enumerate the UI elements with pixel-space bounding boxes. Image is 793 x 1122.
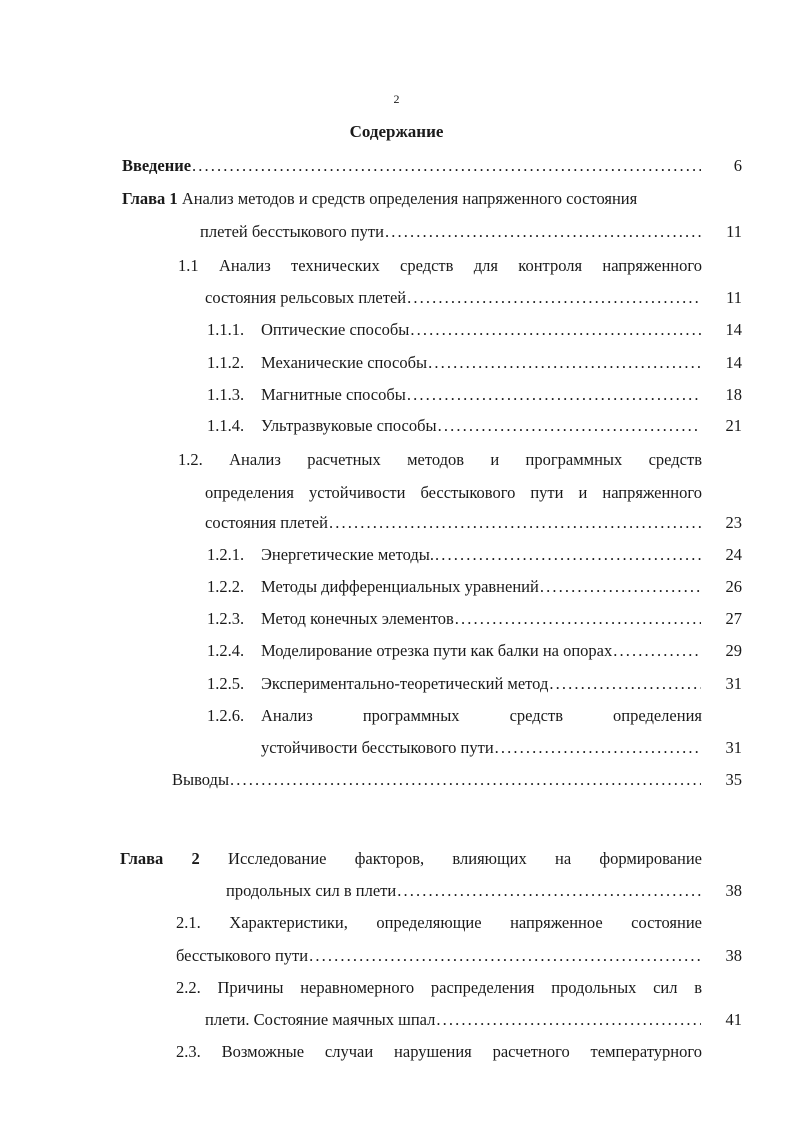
toc-title: Содержание [349,122,444,141]
s1-2-num: 1.2. [178,450,203,469]
toc-entry-s1-2[interactable] [178,450,702,470]
toc-s1-1-2-page: 14 [725,353,742,372]
ch2-title-line2: продольных сил в плети [226,881,397,900]
toc-entry-s1-1-cont [205,288,702,308]
toc-ch1-page: 11 [726,222,742,241]
ch2-prefix: Глава 2 [120,849,200,868]
toc-entry-s1-2-5[interactable] [207,674,702,694]
toc-entry-conclusions[interactable] [172,770,702,790]
toc-s1-2-page: 23 [725,513,742,532]
s1-2-5-label: Экспериментально-теоретический метод [261,674,549,693]
s1-1-4-label: Ультразвуковые способы [261,416,437,435]
s1-2-line2: определения устойчивости бесстыкового пути и напряженного [205,483,702,502]
toc-s1-1-page: 11 [726,288,742,307]
s1-2-6-num: 1.2.6. [207,706,245,725]
s2-3-num: 2.3. [176,1042,201,1061]
toc-s1-2-3-page: 27 [725,609,742,628]
toc-entry-intro[interactable] [122,156,702,176]
s2-1-line2: бесстыкового пути [176,946,309,965]
leader-dots [495,738,701,758]
s1-2-4-label: Моделирование отрезка пути как балки на опорах [261,641,613,660]
s1-2-5-num: 1.2.5. [207,674,245,693]
leader-dots [549,674,701,694]
toc-s2-1-page: 38 [725,946,742,965]
leader-dots [428,353,701,373]
toc-s1-1-3-page: 18 [725,385,742,404]
s1-2-1-num: 1.2.1. [207,545,245,564]
leader-dots [407,288,701,308]
s1-1-1-label: Оптические способы [261,320,410,339]
s2-2-line1: Причины неравномерного распределения продольных сил в [217,978,702,997]
leader-dots [540,577,701,597]
toc-entry-s1-2-1[interactable] [207,545,702,565]
toc-entry-s1-2-3[interactable] [207,609,702,629]
toc-s1-1-1-page: 14 [725,320,742,339]
s1-1-line2: состояния рельсовых плетей [205,288,407,307]
s1-1-line1: Анализ технических средств для контроля напряженного [218,256,702,275]
s1-2-line1: Анализ расчетных методов и программных средств [229,450,702,469]
leader-dots [407,385,701,405]
toc-intro-page: 6 [733,156,742,175]
ch1-prefix: Глава 1 [122,189,178,208]
toc-conclusions-page: 35 [725,770,742,789]
s1-1-3-label: Магнитные способы [261,385,406,404]
toc-entry-s1-2-2[interactable] [207,577,702,597]
toc-intro-label: Введение [122,156,192,175]
s2-2-num: 2.2. [176,978,201,997]
leader-dots [435,545,701,565]
s1-2-4-num: 1.2.4. [207,641,245,660]
toc-entry-ch1[interactable] [122,189,702,209]
toc-entry-s1-1-4[interactable] [207,416,702,436]
s1-2-2-num: 1.2.2. [207,577,245,596]
toc-entry-s2-1-cont [176,946,702,966]
leader-dots [397,881,701,901]
toc-entry-s1-2-cont1 [205,483,702,503]
toc-s1-1-4-page: 21 [725,416,742,435]
toc-entry-s1-2-6[interactable] [261,706,702,726]
ch1-title-line1: Анализ методов и средств определения напряженного состояния [181,189,638,208]
toc-entry-s1-2-4[interactable] [207,641,702,661]
toc-entry-s1-1-1[interactable] [207,320,702,340]
toc-entry-ch2[interactable] [120,849,702,869]
leader-dots [455,609,701,629]
s1-1-num: 1.1 [178,256,199,275]
toc-entry-s1-2-6-cont [261,738,702,758]
toc-s1-2-2-page: 26 [725,577,742,596]
s1-2-2-label: Методы дифференциальных уравнений [261,577,539,596]
s1-2-6-line2: устойчивости бесстыкового пути [261,738,494,757]
leader-dots [230,770,701,790]
toc-entry-s1-1[interactable] [178,256,702,276]
toc-entry-ch2-cont [226,881,702,901]
s1-2-1-label: Энергетические методы. [261,545,435,564]
s2-1-line1: Характеристики, определяющие напряженное состояние [229,913,702,932]
s1-2-3-label: Метод конечных элементов [261,609,454,628]
leader-dots [410,320,701,340]
s1-2-line3: состояния плетей [205,513,328,532]
leader-dots [329,513,701,533]
leader-dots [385,222,701,242]
toc-s1-2-1-page: 24 [725,545,742,564]
toc-s1-2-5-page: 31 [725,674,742,693]
toc-entry-s2-3[interactable] [176,1042,702,1062]
leader-dots [436,1010,701,1030]
s1-1-2-label: Механические способы [261,353,428,372]
s1-1-2-num: 1.1.2. [207,353,245,372]
leader-dots [309,946,701,966]
page-number: 2 [393,92,400,106]
s1-1-4-num: 1.1.4. [207,416,245,435]
toc-entry-s2-1[interactable] [176,913,702,933]
s2-3-line1: Возможные случаи нарушения расчетного температурного [221,1042,702,1061]
toc-entry-s2-2[interactable] [176,978,702,998]
toc-s1-2-4-page: 29 [725,641,742,660]
s1-1-1-num: 1.1.1. [207,320,245,339]
toc-s2-2-page: 41 [725,1010,742,1029]
conclusions-label: Выводы [172,770,230,789]
leader-dots [613,641,701,661]
toc-entry-s1-2-cont2 [205,513,702,533]
s2-2-line2: плети. Состояние маячных шпал [205,1010,436,1029]
ch1-title-line2: плетей бесстыкового пути [200,222,384,241]
s1-2-6-line1: Анализ программных средств определения [261,706,702,725]
ch2-title-line1: Исследование факторов, влияющих на формирование [228,849,702,868]
leader-dots [438,416,701,436]
s2-1-num: 2.1. [176,913,201,932]
toc-entry-s1-1-2[interactable] [207,353,702,373]
leader-dots [192,156,701,176]
toc-entry-s1-1-3[interactable] [207,385,702,405]
toc-s1-2-6-page: 31 [725,738,742,757]
toc-entry-s2-2-cont [205,1010,702,1030]
s1-1-3-num: 1.1.3. [207,385,245,404]
toc-ch2-page: 38 [725,881,742,900]
toc-entry-ch1-cont [200,222,702,242]
s1-2-3-num: 1.2.3. [207,609,245,628]
